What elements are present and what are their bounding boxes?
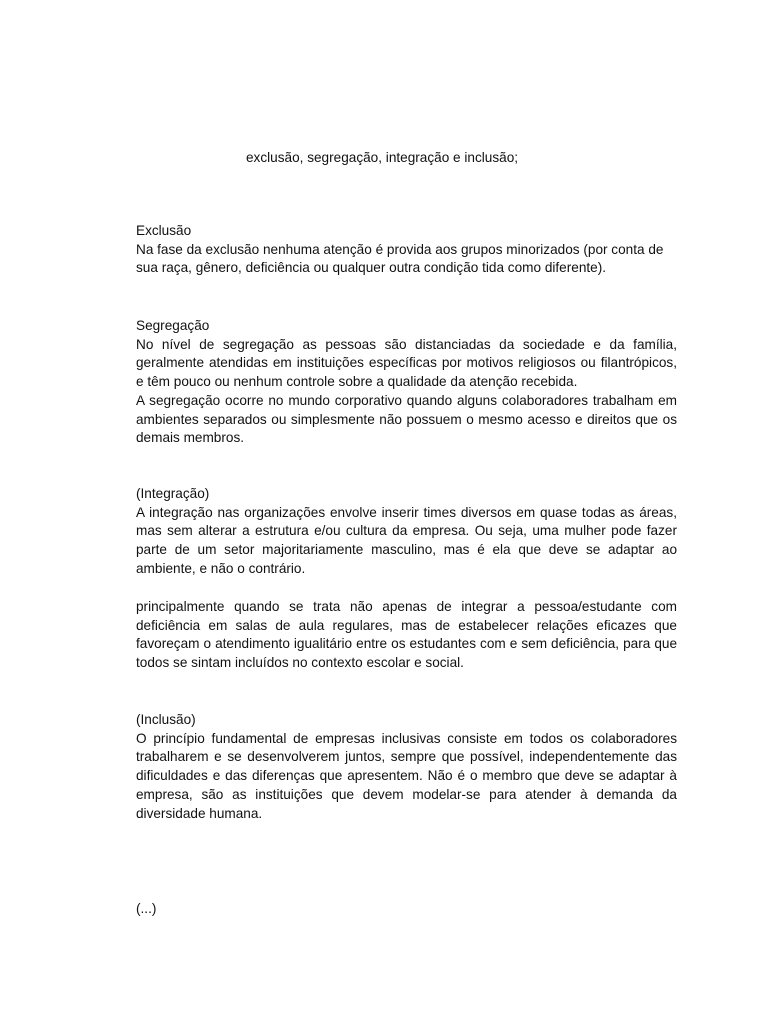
- section-integracao: [136, 485, 677, 579]
- section-exclusao: [136, 222, 677, 278]
- paragraph-exclusao-1: Na fase da exclusão nenhuma atenção é provida aos grupos minorizados (por conta de sua raça, gênero, deficiência ou qualquer outra condição tida como diferente).: [136, 241, 664, 276]
- ellipsis-marker: (...): [136, 901, 157, 916]
- section-complemento: [136, 598, 677, 673]
- section-heading-segregacao: Segregação: [136, 318, 210, 333]
- paragraph-inclusao-1: O princípio fundamental de empresas inclusivas consiste em todos os colaboradores trabalharem e se desenvolverem juntos, sempre que possível, independentemente das dificuldades e das diferenças que apresentem. Não é o membro que deve se adaptar à empresa, são as instituições que devem modelar-se para atender à demanda da diversidade humana.: [136, 730, 677, 821]
- paragraph-segregacao-2: A segregação ocorre no mundo corporativo quando alguns colaboradores trabalham em ambientes separados ou simplesmente não possuem o mesmo acesso e direitos que os demais membros.: [136, 392, 677, 446]
- section-heading-exclusao: Exclusão: [136, 223, 192, 238]
- paragraph-integracao-1: A integração nas organizações envolve inserir times diversos em quase todas as áreas, mas sem alterar a estrutura e/ou cultura da empresa. Ou seja, uma mulher pode fazer parte de um setor majoritariamente masculino, mas é ela que deve se adaptar ao ambiente, e não o contrário.: [136, 504, 677, 576]
- section-segregacao: [136, 317, 677, 448]
- section-inclusao: [136, 711, 677, 823]
- section-heading-integracao: (Integração): [136, 486, 210, 501]
- document-title: exclusão, segregação, integração e inclusão;: [246, 150, 519, 165]
- paragraph-complemento-1: principalmente quando se trata não apenas de integrar a pessoa/estudante com deficiência em salas de aula regulares, mas de estabelecer relações eficazes que favoreçam o atendimento igualitário entre os estudantes com e sem deficiência, para que todos se sintam incluídos no contexto escolar e social.: [136, 599, 677, 671]
- paragraph-segregacao-1: No nível de segregação as pessoas são distanciadas da sociedade e da família, geralmente atendidas em instituições específicas por motivos religiosos ou filantrópicos, e têm pouco ou nenhum controle sobre a qualidade da atenção recebida.: [136, 336, 677, 390]
- section-heading-inclusao: (Inclusão): [136, 712, 196, 727]
